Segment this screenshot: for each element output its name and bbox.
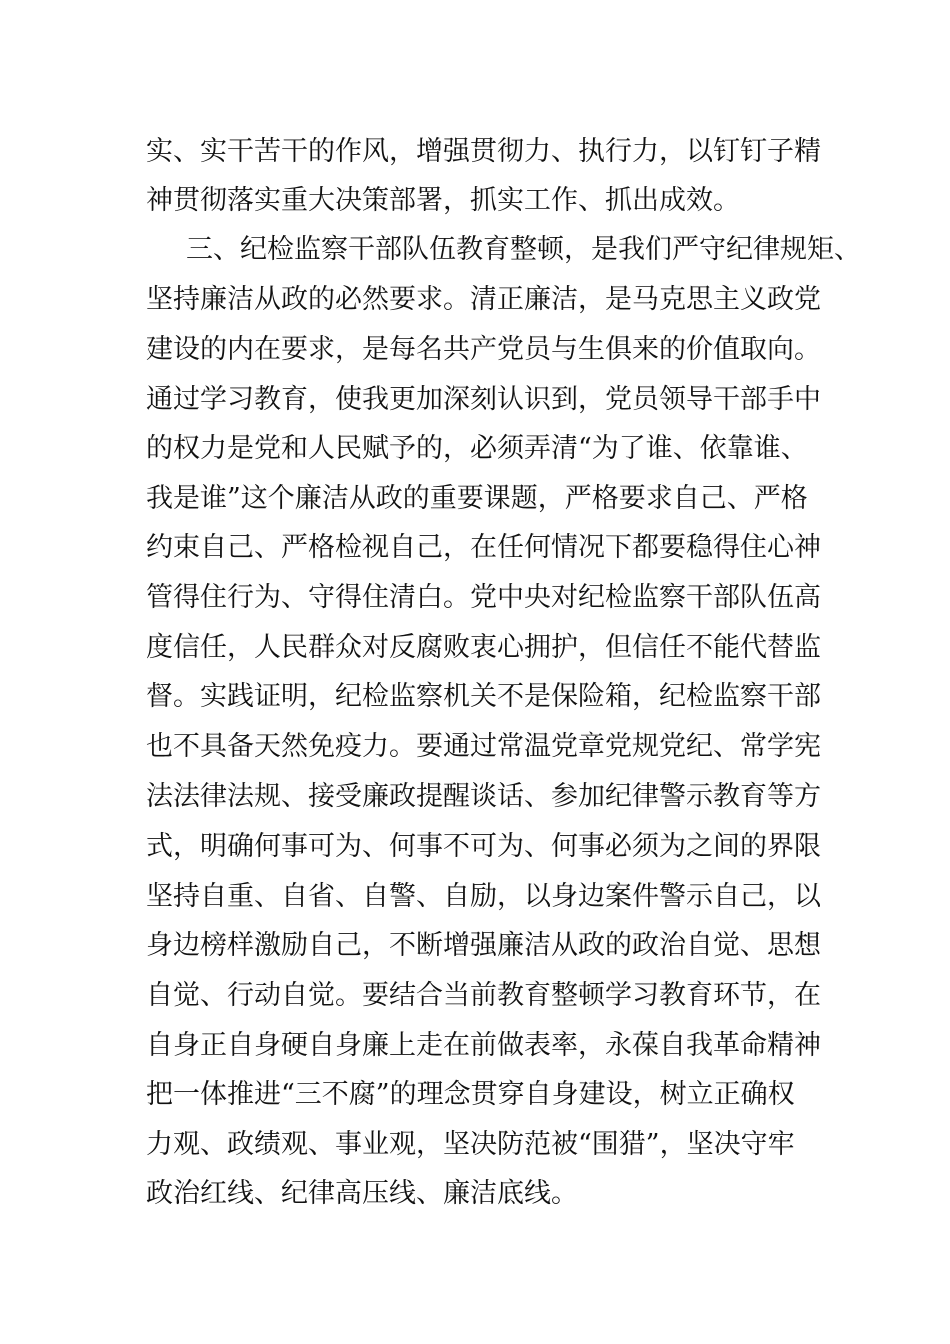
text-line-19: 自身正自身硬自身廉上走在前做表率，永葆自我革命精神 bbox=[146, 1030, 821, 1061]
text-line-12: 督。实践证明，纪检监察机关不是保险箱，纪检监察干部 bbox=[146, 681, 821, 712]
text-line-5: 建设的内在要求，是每名共产党员与生俱来的价值取向。 bbox=[146, 334, 821, 365]
text-line-8: 我是谁”这个廉洁从政的重要课题，严格要求自己、严格 bbox=[146, 483, 808, 514]
text-line-9: 约束自己、严格检视自己，在任何情况下都要稳得住心神 bbox=[146, 532, 821, 563]
text-line-14: 法法律法规、接受廉政提醒谈话、参加纪律警示教育等方 bbox=[146, 781, 821, 812]
text-line-16: 坚持自重、自省、自警、自励，以身边案件警示自己，以 bbox=[146, 881, 821, 912]
text-line-4: 坚持廉洁从政的必然要求。清正廉洁，是马克思主义政党 bbox=[146, 284, 821, 315]
text-line-1: 实、实干苦干的作风，增强贯彻力、执行力，以钉钉子精 bbox=[146, 136, 821, 167]
text-line-2: 神贯彻落实重大决策部署，抓实工作、抓出成效。 bbox=[146, 185, 740, 216]
text-line-6: 通过学习教育，使我更加深刻认识到，党员领导干部手中 bbox=[146, 384, 821, 415]
text-line-11: 度信任，人民群众对反腐败衷心拥护，但信任不能代替监 bbox=[146, 632, 821, 663]
text-line-18: 自觉、行动自觉。要结合当前教育整顿学习教育环节，在 bbox=[146, 980, 821, 1011]
text-line-22: 政治红线、纪律高压线、廉洁底线。 bbox=[146, 1178, 578, 1209]
text-line-20: 把一体推进“三不腐”的理念贯穿自身建设，树立正确权 bbox=[146, 1079, 795, 1110]
text-line-17: 身边榜样激励自己，不断增强廉洁从政的政治自觉、思想 bbox=[146, 930, 821, 961]
paragraph-three-heading-line: 三、纪检监察干部队伍教育整顿，是我们严守纪律规矩、 bbox=[186, 234, 861, 265]
text-line-21: 力观、政绩观、事业观，坚决防范被“围猎”，坚决守牢 bbox=[146, 1129, 795, 1160]
text-line-7: 的权力是党和人民赋予的，必须弄清“为了谁、依靠谁、 bbox=[146, 433, 808, 464]
text-line-10: 管得住行为、守得住清白。党中央对纪检监察干部队伍高 bbox=[146, 582, 821, 613]
text-line-15: 式，明确何事可为、何事不可为、何事必须为之间的界限 bbox=[146, 831, 821, 862]
text-line-13: 也不具备天然免疫力。要通过常温党章党规党纪、常学宪 bbox=[146, 731, 821, 762]
